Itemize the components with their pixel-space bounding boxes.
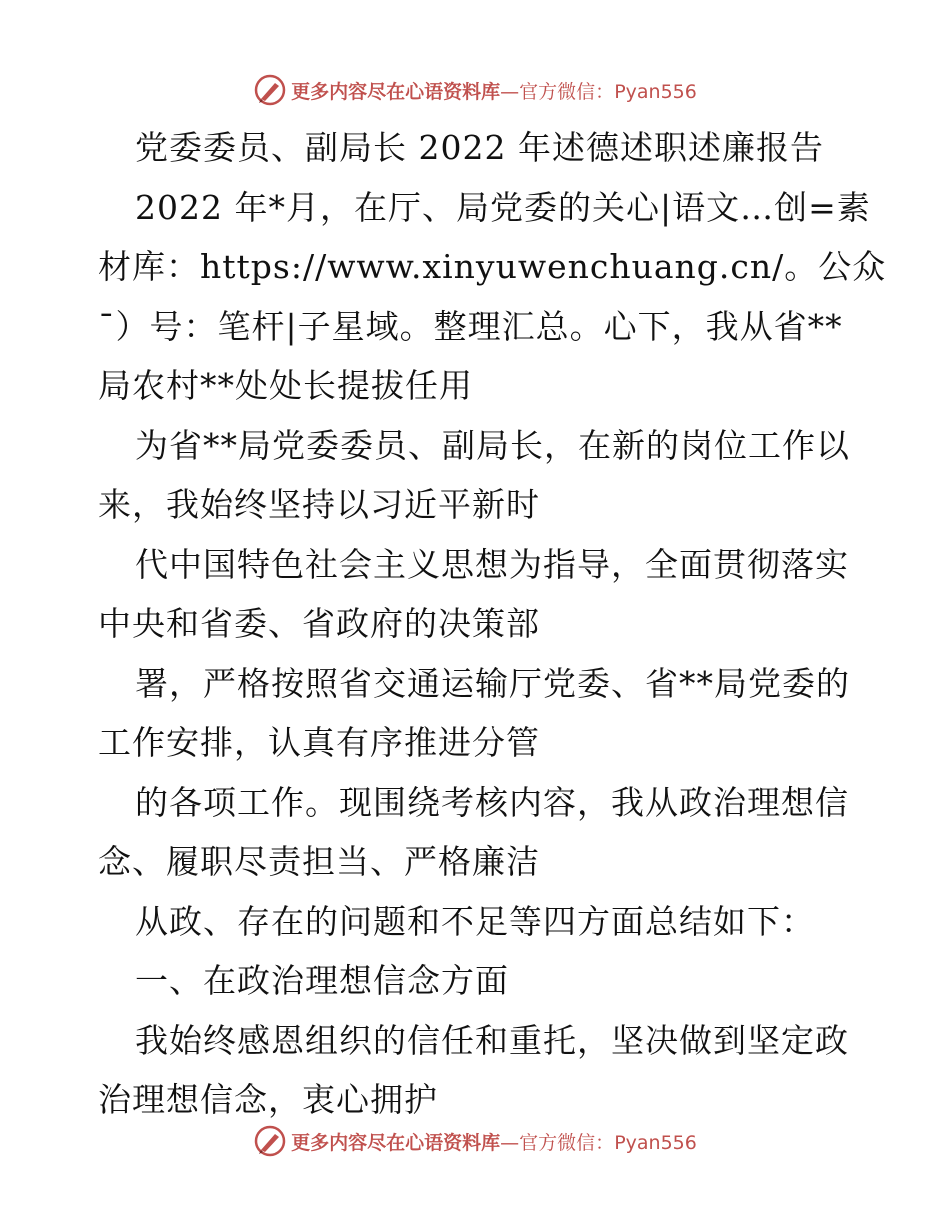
- text-line: 念、履职尽责担当、严格廉洁: [98, 842, 540, 881]
- text-line: 我始终感恩组织的信任和重托，坚决做到坚定政: [135, 1020, 849, 1060]
- pen-logo-icon: [253, 73, 287, 107]
- pen-logo-icon: [253, 1124, 287, 1158]
- watermark-id: Pyan556: [614, 1131, 697, 1154]
- text-line: 局农村**处处长提拔任用: [98, 366, 473, 405]
- text-line: 工作安排，认真有序推进分管: [98, 723, 540, 762]
- watermark-text: [291, 77, 697, 104]
- watermark-dash: —: [500, 1131, 520, 1154]
- text-line: 为省**局党委委员、副局长，在新的岗位工作以: [135, 425, 850, 465]
- text-line: 的各项工作。现围绕考核内容，我从政治理想信: [135, 782, 849, 822]
- document-body: [98, 118, 887, 1130]
- watermark-brand: 更多内容尽在心语资料库: [291, 80, 501, 103]
- text-line: 中央和省委、省政府的决策部: [98, 604, 540, 643]
- watermark-header: [0, 70, 950, 110]
- text-line: 一、在政治理想信念方面: [135, 961, 509, 1000]
- watermark-suffix: 官方微信：: [519, 80, 615, 103]
- text-line: 署，严格按照省交通运输厅党委、省**局党委的: [135, 663, 850, 703]
- watermark-id: Pyan556: [614, 80, 697, 103]
- text-line: ¯）号：笔杆|子星域。整理汇总。心下，我从省**: [98, 306, 843, 346]
- text-line: 来，我始终坚持以习近平新时: [98, 485, 540, 524]
- watermark-dash: —: [500, 80, 520, 103]
- text-line: 治理想信念，衷心拥护: [98, 1080, 438, 1119]
- text-line: 2022 年*月，在厅、局党委的关心|语文…创=素: [135, 187, 871, 227]
- watermark-text: [291, 1128, 697, 1155]
- text-line: 代中国特色社会主义思想为指导，全面贯彻落实: [135, 544, 849, 584]
- watermark-brand: 更多内容尽在心语资料库: [291, 1131, 501, 1154]
- text-line: 从政、存在的问题和不足等四方面总结如下：: [135, 901, 815, 941]
- watermark-footer: [0, 1121, 950, 1161]
- text-line: 材库：https://www.xinyuwenchuang.cn/。公众: [98, 247, 887, 286]
- watermark-suffix: 官方微信：: [519, 1131, 615, 1154]
- text-line: 党委委员、副局长 2022 年述德述职述廉报告: [135, 128, 824, 167]
